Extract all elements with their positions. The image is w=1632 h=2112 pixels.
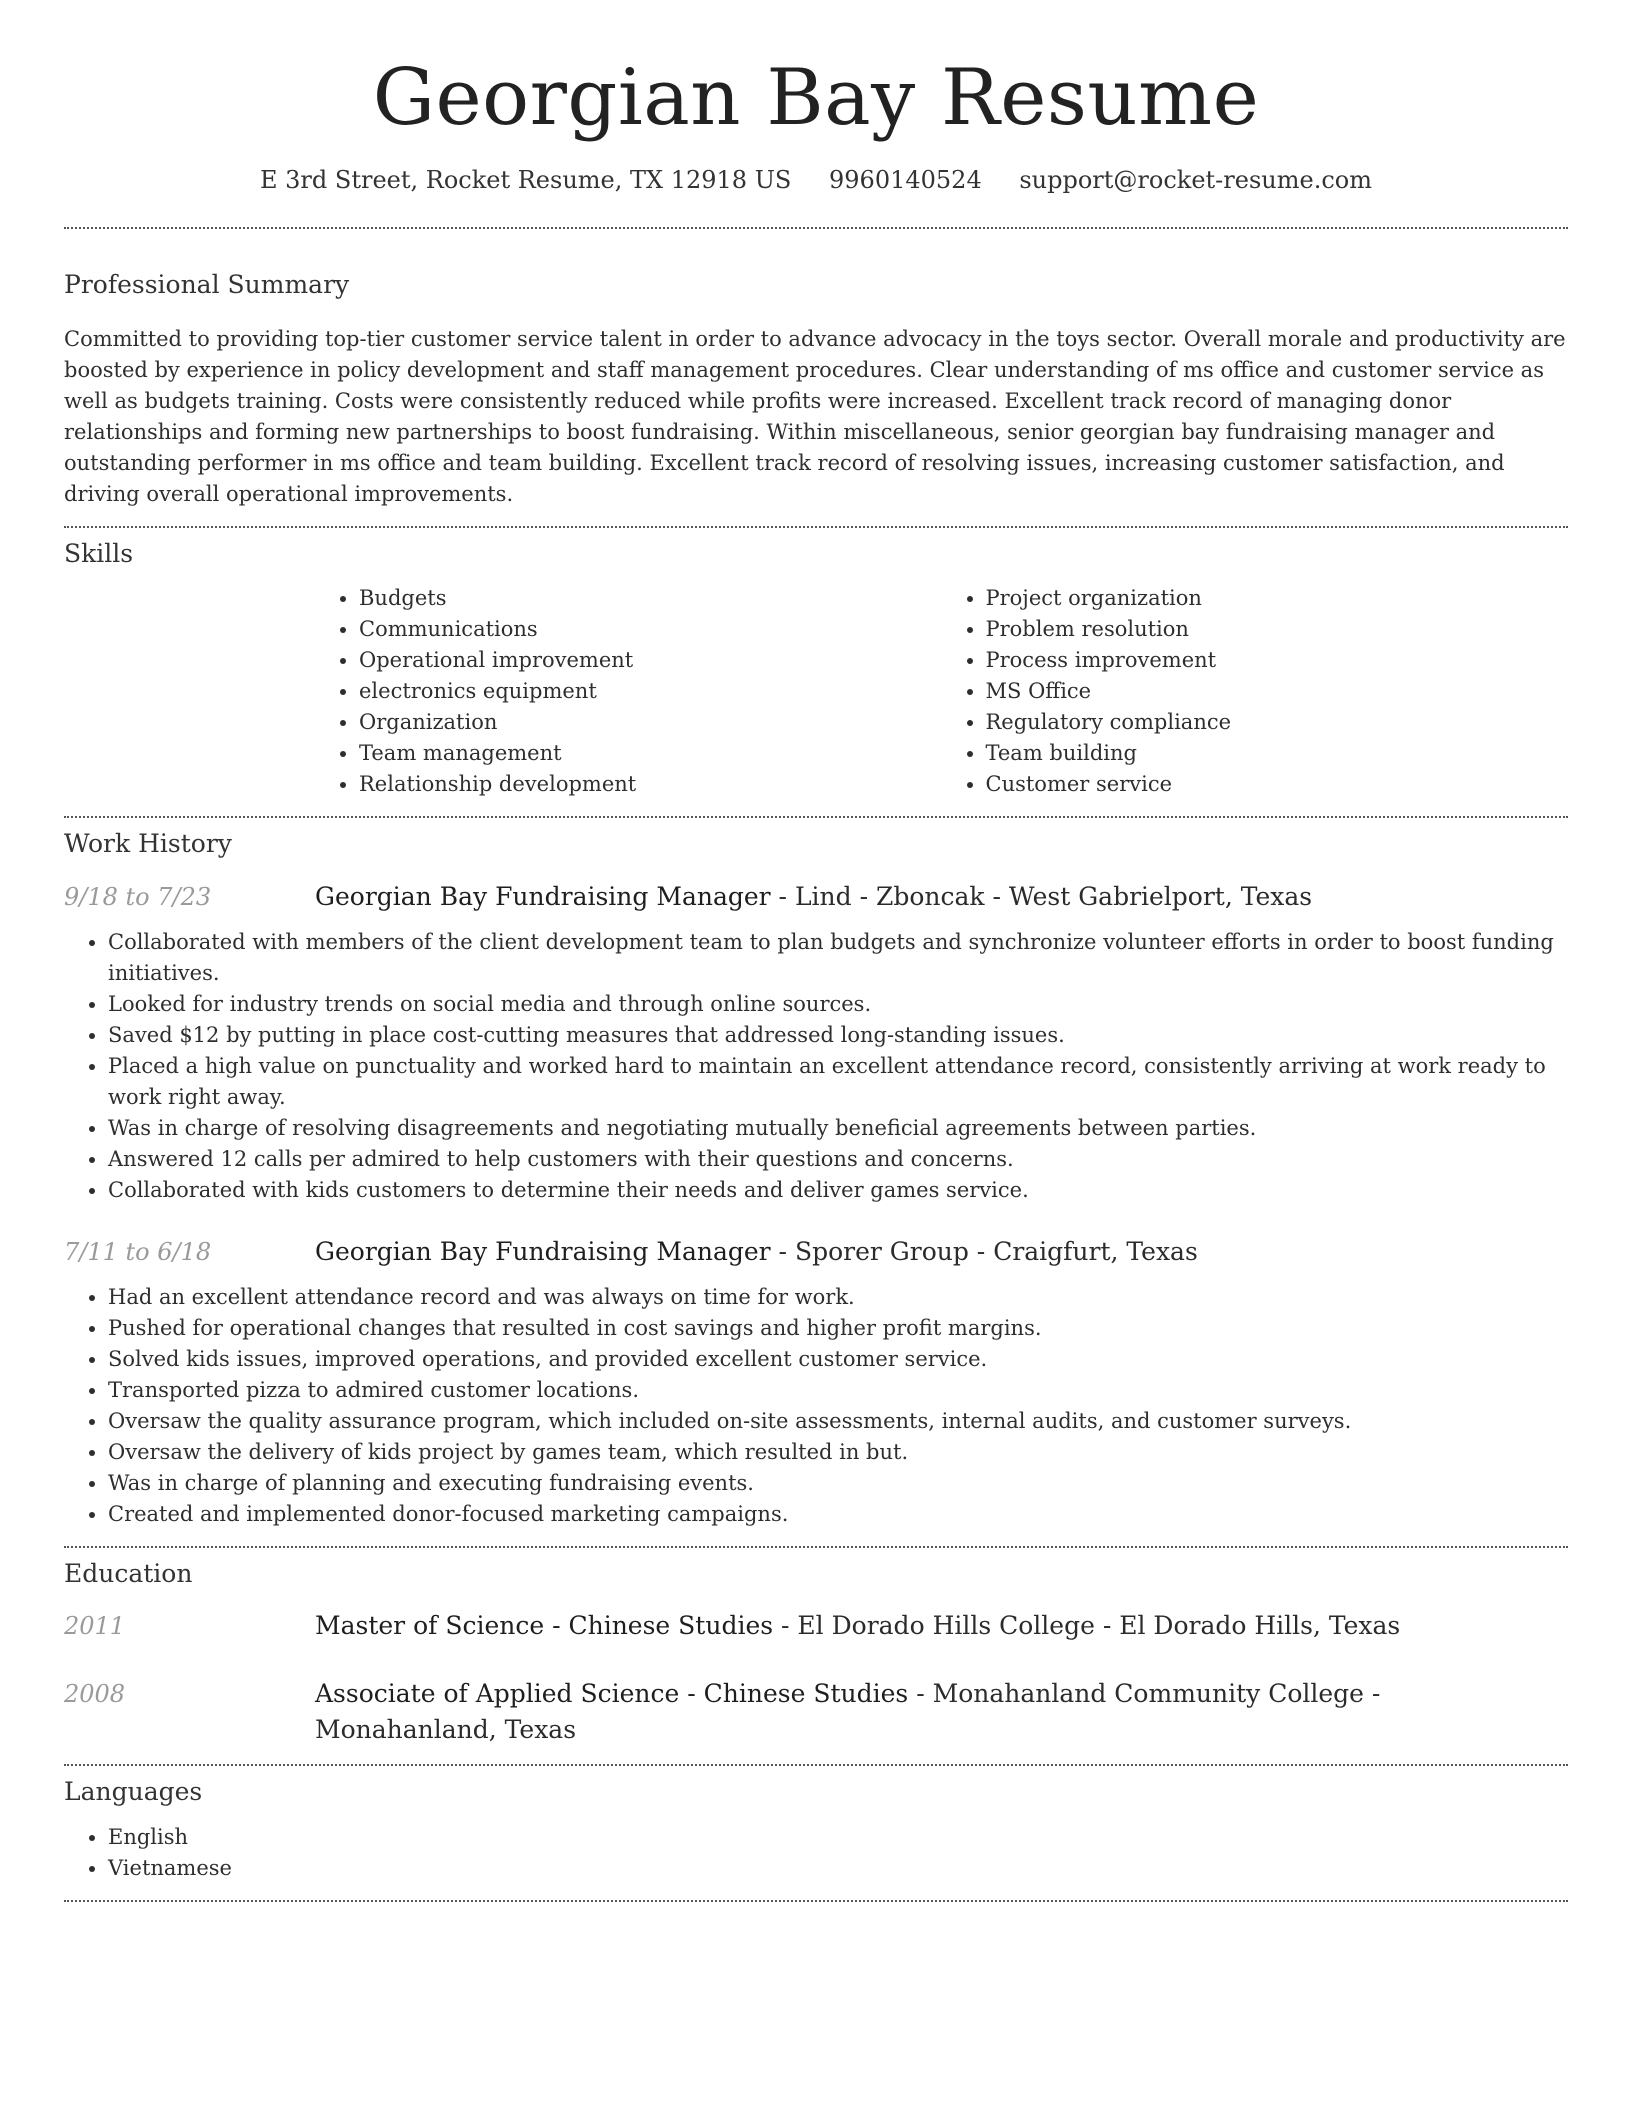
job-entry	[64, 1234, 1568, 1530]
languages-section	[64, 1766, 1568, 1884]
job-bullet: • Pushed for operational changes that resulted in cost savings and higher profit margins.	[108, 1313, 1568, 1344]
contact-email: support@rocket-resume.com	[1019, 165, 1372, 194]
job-bullet: • Oversaw the delivery of kids project by games team, which resulted in but.	[108, 1437, 1568, 1468]
skill-item: • Team management	[359, 738, 942, 769]
skill-item: • Relationship development	[359, 769, 942, 800]
contact-phone: 9960140524	[829, 165, 982, 194]
contact-line	[64, 164, 1568, 198]
education-entry	[64, 1608, 1568, 1644]
job-bullet: • Looked for industry trends on social media and through online sources.	[108, 989, 1568, 1020]
section-title-skills: Skills	[64, 538, 134, 568]
job-bullet: • Collaborated with kids customers to determine their needs and deliver games service.	[108, 1175, 1568, 1206]
skills-section	[64, 528, 1568, 801]
skill-item: • Regulatory compliance	[986, 707, 1569, 738]
education-date: 2011	[64, 1612, 126, 1641]
skill-item: • Organization	[359, 707, 942, 738]
job-bullet: • Collaborated with members of the client development team to plan budgets and synchronize volunteer efforts in order to boost funding initiatives.	[108, 927, 1568, 989]
education-section	[64, 1548, 1568, 1749]
skills-list-right	[942, 583, 1569, 800]
job-bullet: • Solved kids issues, improved operations, and provided excellent customer service.	[108, 1344, 1568, 1375]
job-bullet: • Answered 12 calls per admired to help customers with their questions and concerns.	[108, 1144, 1568, 1175]
job-header	[64, 879, 1568, 915]
skill-item: • electronics equipment	[359, 676, 942, 707]
education-degree: Associate of Applied Science - Chinese Studies	[315, 1679, 909, 1709]
skill-item: • Communications	[359, 614, 942, 645]
job-bullets	[64, 1282, 1568, 1530]
job-bullet: • Had an excellent attendance record and was always on time for work.	[108, 1282, 1568, 1313]
education-heading	[315, 1676, 1568, 1748]
job-details: - Lind - Zboncak - West Gabrielport, Texas	[770, 881, 1313, 911]
skill-item: • Problem resolution	[986, 614, 1569, 645]
section-title-education: Education	[64, 1558, 193, 1588]
section-title-work: Work History	[64, 829, 232, 859]
job-position: Georgian Bay Fundraising Manager	[315, 1236, 771, 1266]
job-heading	[315, 1234, 1568, 1270]
job-bullet: • Placed a high value on punctuality and worked hard to maintain an excellent attendance record, consistently arriving at work ready to work right away.	[108, 1051, 1568, 1113]
job-bullet: • Was in charge of planning and executing fundraising events.	[108, 1468, 1568, 1499]
education-details: - Monahanland Community College - Monahanland, Texas	[315, 1679, 1381, 1745]
skills-grid	[315, 583, 1568, 800]
skill-item: • Project organization	[986, 583, 1569, 614]
education-details: - El Dorado Hills College - El Dorado Hills, Texas	[773, 1611, 1401, 1641]
language-item: • English	[108, 1822, 1568, 1853]
skill-item: • Operational improvement	[359, 645, 942, 676]
work-section	[64, 818, 1568, 1530]
education-degree: Master of Science - Chinese Studies	[315, 1611, 774, 1641]
skill-item: • Team building	[986, 738, 1569, 769]
section-title-summary: Professional Summary	[64, 270, 350, 300]
education-date: 2008	[64, 1680, 126, 1709]
skill-item: • Customer service	[986, 769, 1569, 800]
job-position: Georgian Bay Fundraising Manager	[315, 881, 771, 911]
job-header	[64, 1234, 1568, 1270]
languages-list	[64, 1822, 1568, 1884]
skills-list-left	[315, 583, 942, 800]
job-entry	[64, 879, 1568, 1206]
education-entry	[64, 1676, 1568, 1748]
skill-item: • MS Office	[986, 676, 1569, 707]
job-date: 7/11 to 6/18	[64, 1237, 212, 1266]
job-bullets	[64, 927, 1568, 1206]
job-bullet: • Was in charge of resolving disagreements and negotiating mutually beneficial agreements between parties.	[108, 1113, 1568, 1144]
section-title-languages: Languages	[64, 1777, 203, 1807]
language-item: • Vietnamese	[108, 1853, 1568, 1884]
contact-address: E 3rd Street, Rocket Resume, TX 12918 US	[260, 165, 792, 194]
job-bullet: • Oversaw the quality assurance program, which included on-site assessments, internal audits, and customer surveys.	[108, 1406, 1568, 1437]
job-bullet: • Created and implemented donor-focused marketing campaigns.	[108, 1499, 1568, 1530]
summary-text: Committed to providing top-tier customer service talent in order to advance advocacy in the toys sector. Overall morale and productivity are boosted by experience in policy development and staff management procedures. Clear understanding of ms office and customer service as well as budgets training. Costs were consistently reduced while profits were increased. Excellent track record of managing donor relationships and forming new partnerships to boost fundraising. Within miscellaneous, senior georgian bay fundraising manager and outstanding performer in ms office and team building. Excellent track record of resolving issues, increasing customer satisfaction, and driving overall operational improvements.	[64, 326, 1566, 506]
job-bullet: • Saved $12 by putting in place cost-cutting measures that addressed long-standing issues.	[108, 1020, 1568, 1051]
resume-name: Georgian Bay Resume	[372, 53, 1260, 143]
summary-section	[64, 229, 1568, 510]
job-heading	[315, 879, 1568, 915]
job-bullet: • Transported pizza to admired customer locations.	[108, 1375, 1568, 1406]
job-date: 9/18 to 7/23	[64, 882, 212, 911]
skill-item: • Budgets	[359, 583, 942, 614]
skill-item: • Process improvement	[986, 645, 1569, 676]
section-divider	[64, 1900, 1568, 1902]
job-details: - Sporer Group - Craigfurt, Texas	[770, 1236, 1198, 1266]
education-heading	[315, 1608, 1568, 1644]
